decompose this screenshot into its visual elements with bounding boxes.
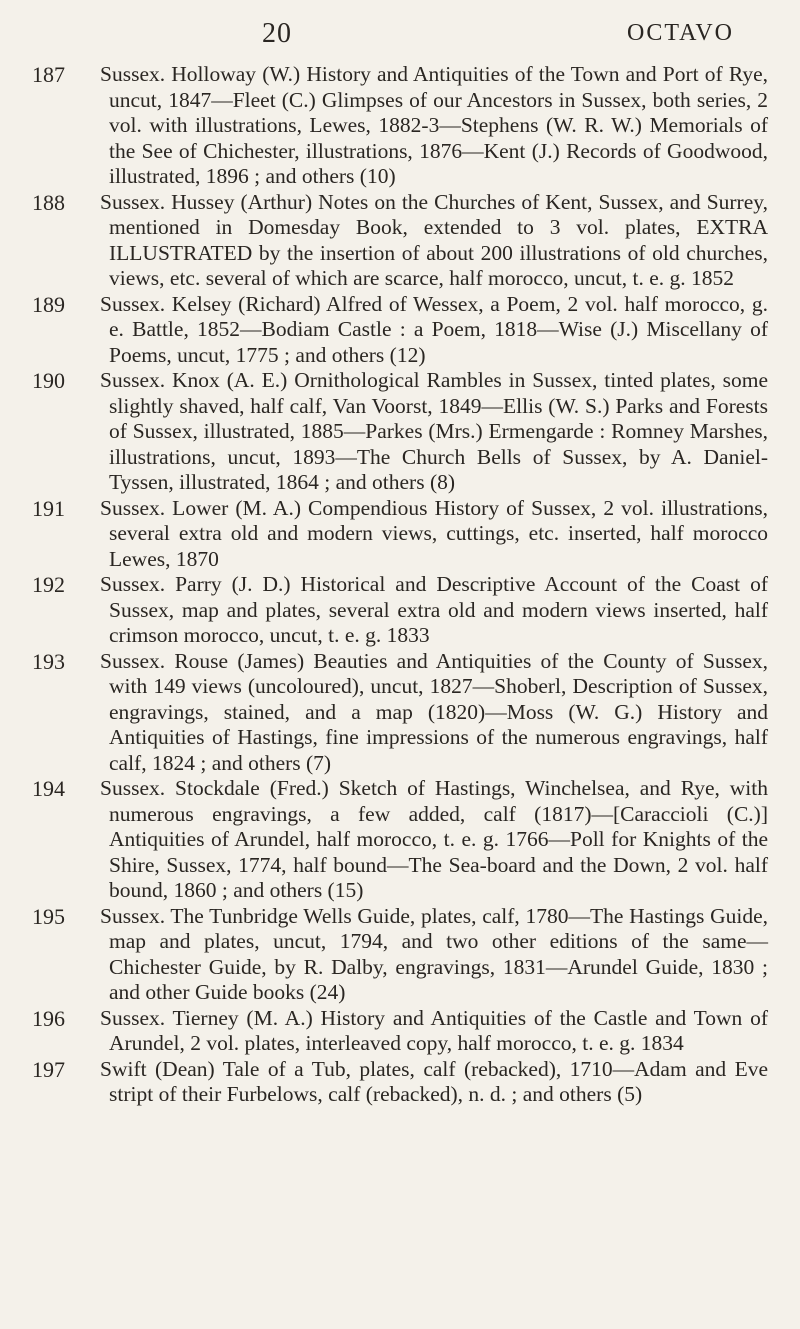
- lot-list: [0, 62, 800, 1108]
- lot-description: Swift (Dean) Tale of a Tub, plates, calf (rebacked), 1710—Adam and Eve stript of their Furbelows, calf (rebacked), n. d. ; and others (5): [100, 1056, 768, 1106]
- lot-entry: [0, 62, 800, 190]
- lot-description: Sussex. Kelsey (Richard) Alfred of Wessex, a Poem, 2 vol. half morocco, g. e. Battle, 1852—Bodiam Castle : a Poem, 1818—Wise (J.) Miscellany of Poems, uncut, 1775 ; and others (12): [100, 291, 768, 367]
- lot-description: Sussex. Tierney (M. A.) History and Antiquities of the Castle and Town of Arundel, 2 vol. plates, interleaved copy, half morocco, t. e. g. 1834: [100, 1005, 768, 1055]
- lot-entry: [0, 649, 800, 777]
- lot-entry: [0, 776, 800, 904]
- lot-entry: [0, 496, 800, 573]
- lot-number: 196: [32, 1005, 65, 1031]
- lot-description: Sussex. Rouse (James) Beauties and Antiquities of the County of Sussex, with 149 views (uncoloured), uncut, 1827—Shoberl, Description of Sussex, engravings, stained, and a map (1820)—Moss (W. G.) History and Antiquities of Hastings, fine impressions of the numerous engravings, half calf, 1824 ; and others (7): [100, 648, 768, 775]
- lot-entry: [0, 368, 800, 496]
- lot-description: Sussex. Parry (J. D.) Historical and Descriptive Account of the Coast of Sussex, map and plates, several extra old and modern views inserted, half crimson morocco, uncut, t. e. g. 1833: [100, 572, 768, 647]
- lot-number: 194: [32, 776, 65, 801]
- lot-entry: [0, 904, 800, 1006]
- lot-description: Sussex. The Tunbridge Wells Guide, plates, calf, 1780—The Hastings Guide, map and plates, uncut, 1794, and two other editions of the same—Chichester Guide, by R. Dalby, engravings, 1831—Arundel Guide, 1830 ; and other Guide books (24): [100, 903, 768, 1004]
- lot-description: Sussex. Stockdale (Fred.) Sketch of Hastings, Winchelsea, and Rye, with numerous engravings, a few added, calf (1817)—[Caraccioli (C.)] Antiquities of Arundel, half morocco, t. e. g. 1766—Poll for Knights of the Shire, Sussex, 1774, half bound—The Sea-board and the Down, 2 vol. half bound, 1860 ; and others (15): [100, 776, 768, 902]
- lot-entry: [0, 572, 800, 649]
- lot-entry: [0, 292, 800, 369]
- lot-number: 188: [32, 189, 65, 215]
- running-head: OCTAVO: [627, 20, 734, 46]
- lot-number: 187: [32, 62, 65, 87]
- lot-entry: [0, 190, 800, 292]
- page-number: 20: [262, 18, 292, 49]
- lot-entry: [0, 1057, 800, 1108]
- lot-number: 193: [32, 648, 65, 674]
- lot-entry: [0, 1006, 800, 1057]
- lot-number: 189: [32, 291, 65, 317]
- lot-number: 190: [32, 368, 65, 393]
- lot-number: 191: [32, 495, 65, 521]
- lot-number: 195: [32, 903, 65, 929]
- lot-description: Sussex. Knox (A. E.) Ornithological Rambles in Sussex, tinted plates, some slightly shaved, half calf, Van Voorst, 1849—Ellis (W. S.) Parks and Forests of Sussex, illustrated, 1885—Parkes (Mrs.) Ermengarde : Romney Marshes, illustrations, uncut, 1893—The Church Bells of Sussex, by A. Daniel-Tyssen, illustrated, 1864 ; and others (8): [100, 368, 768, 494]
- lot-description: Sussex. Holloway (W.) History and Antiquities of the Town and Port of Rye, uncut, 1847—Fleet (C.) Glimpses of our Ancestors in Sussex, both series, 2 vol. with illustrations, Lewes, 1882-3—Stephens (W. R. W.) Memorials of the See of Chichester, illustrations, 1876—Kent (J.) Records of Goodwood, illustrated, 1896 ; and others (10): [100, 62, 768, 188]
- lot-number: 192: [32, 572, 65, 597]
- lot-number: 197: [32, 1056, 65, 1082]
- lot-description: Sussex. Lower (M. A.) Compendious History of Sussex, 2 vol. illustrations, several extra old and modern views, cuttings, etc. inserted, half morocco Lewes, 1870: [100, 495, 768, 571]
- lot-description: Sussex. Hussey (Arthur) Notes on the Churches of Kent, Sussex, and Surrey, mentioned in Domesday Book, extended to 3 vol. plates, EXTRA ILLUSTRATED by the insertion of about 200 illustrations of old churches, views, etc. several of which are scarce, half morocco, uncut, t. e. g. 1852: [100, 189, 768, 290]
- page-header: [0, 18, 800, 58]
